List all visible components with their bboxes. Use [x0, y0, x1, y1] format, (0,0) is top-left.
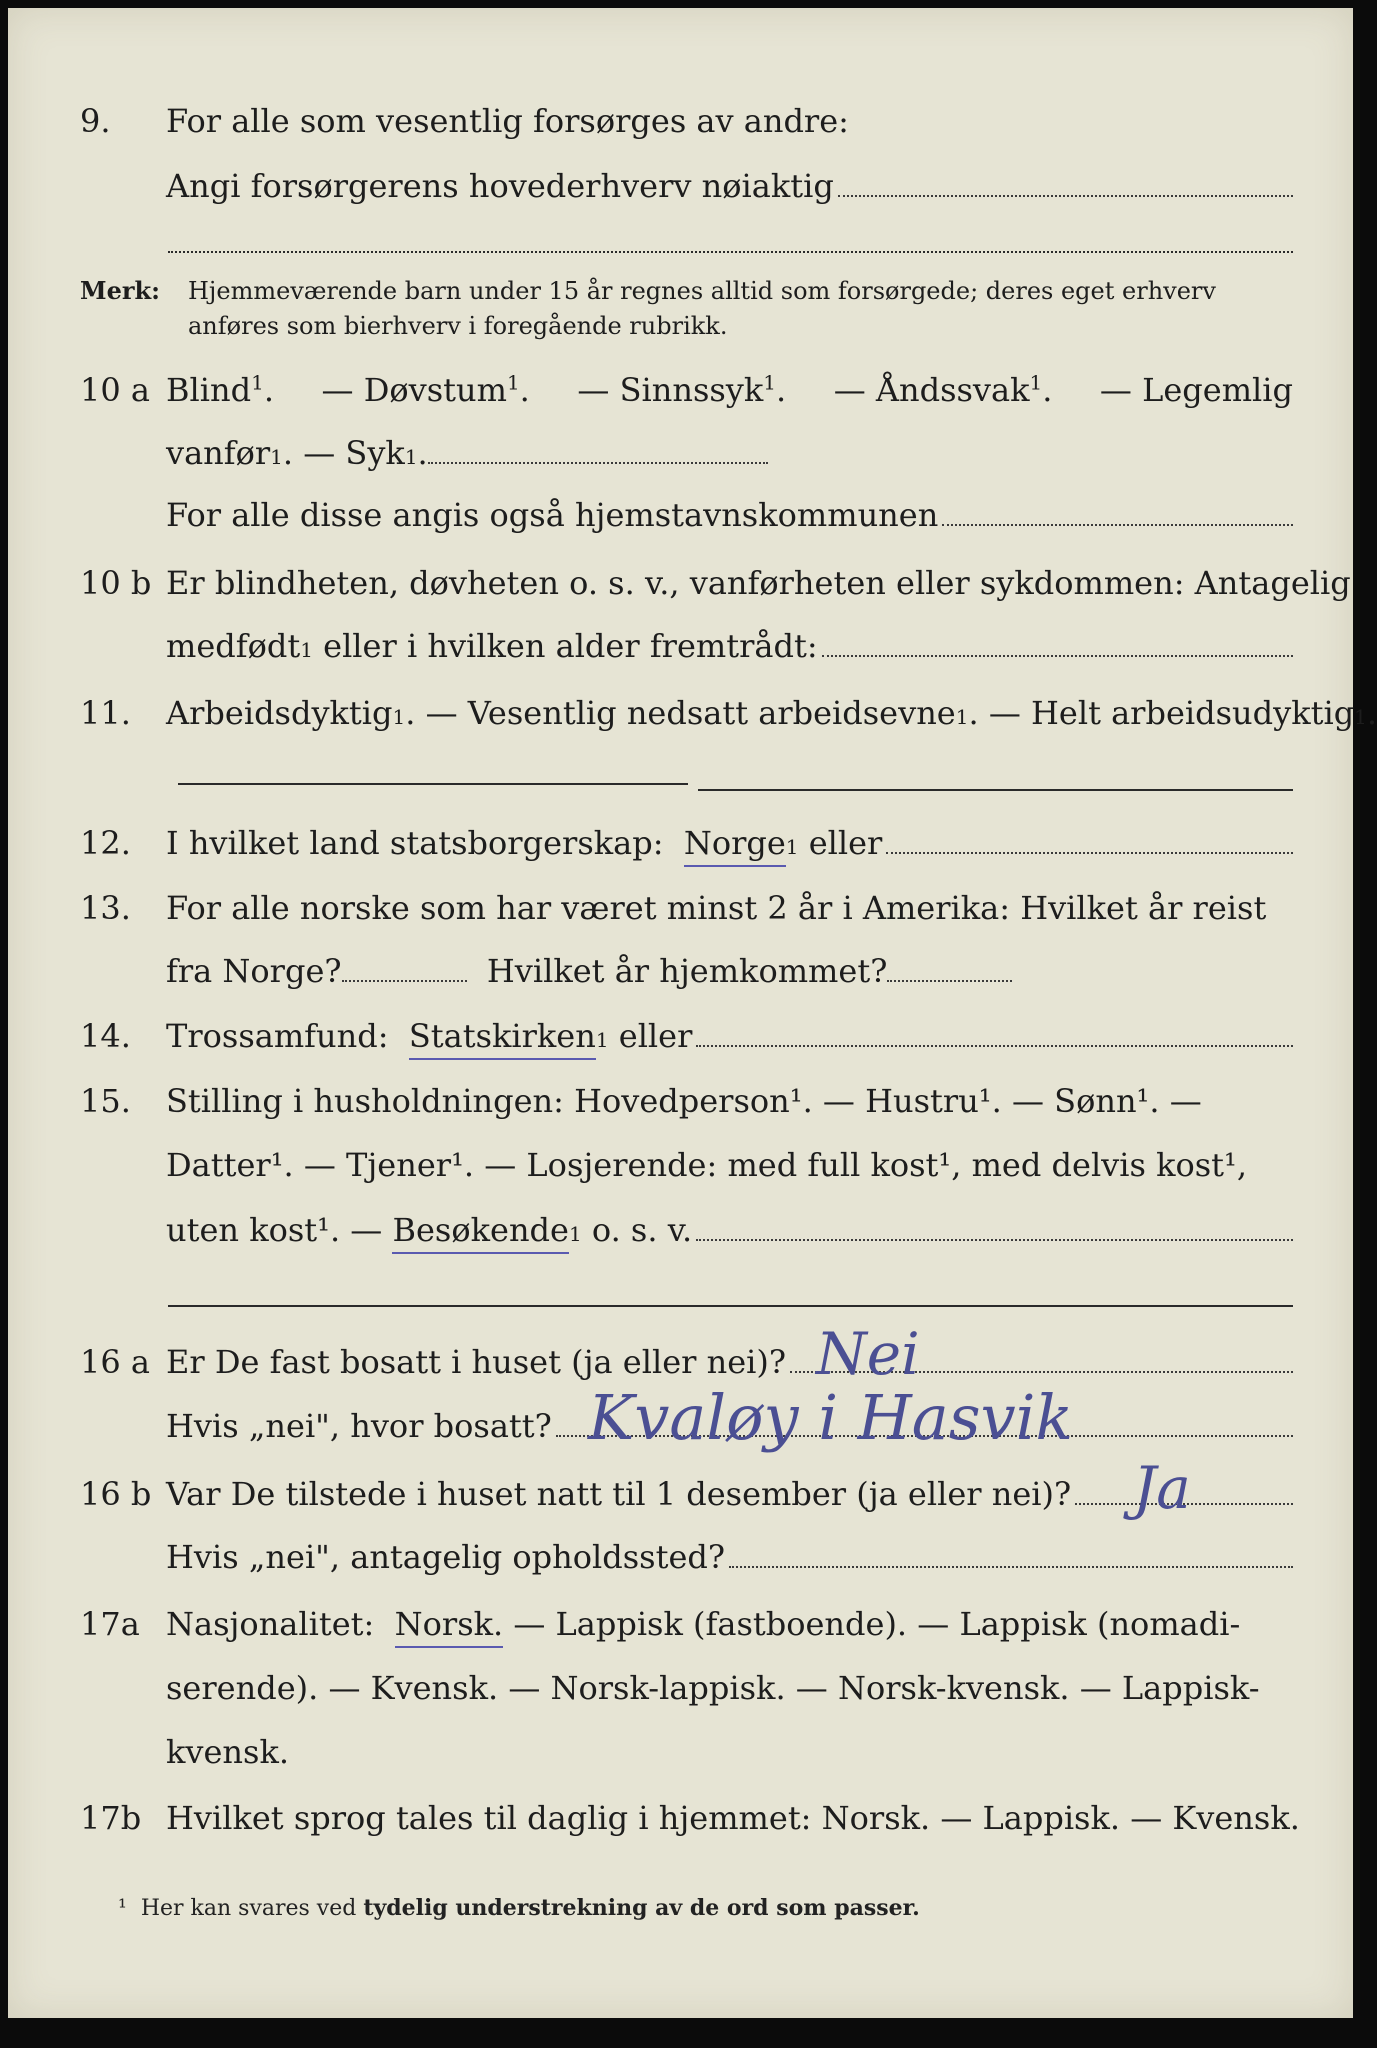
q13-number: 13.: [80, 889, 131, 927]
q10a-answer-line[interactable]: [428, 436, 768, 464]
q10b-text: Er blindheten, døvheten o. s. v., vanførheten eller sykdommen: Antagelig: [166, 564, 1351, 602]
q10a-syk[interactable]: — Syk: [303, 434, 405, 472]
q15-answer-line[interactable]: [696, 1213, 1293, 1241]
q15-besokende[interactable]: Besøkende: [392, 1210, 569, 1254]
q12-norge[interactable]: Norge: [684, 823, 786, 867]
q15-text-2[interactable]: Datter¹. — Tjener¹. — Losjerende: med full kost¹, med delvis kost¹,: [166, 1146, 1248, 1184]
q16a-question: Er De fast bosatt i huset (ja eller nei)?: [166, 1343, 787, 1381]
census-form-page: 9. For alle som vesentlig forsørges av andre: Angi forsørgerens hovederhverv nøiaktig Merk: Hjemmeværende barn under 15 år regnes alltid som forsørgede; deres eget erhverv anføres som bierhverv i foregående rubrikk. 10 a Blind$^1$. — Døvstum$^1$. — Sinnssyk$^1$. — Åndssvak$^1$. — Legemlig vanfør 1 . — Syk 1 . For alle disse angis også hjemstavnskommunen 10 b Er blindheten, døvheten o. s. v., vanførheten eller sykdommen: Antagelig medfødt 1 eller i hvilken alder fremtrådt: 11. Arbeidsdyktig 1 . — Vesentlig nedsatt arbeidsevne 1 . — Helt arbeidsudyktig 1 . 12. I hvilket land statsborgerskap: Norge 1 eller 13. For alle norske som har været minst 2 år i Amerika: Hvilket år reist fra Norge? Hvilket år hjemkommet? 14. Trossamfund: Statskirken 1 eller 15. Stilling i husholdningen: Hovedperson¹. — Hustru¹. — Sønn¹. — Datter¹. — Tjener¹. — Losjerende: med full kost¹, med delvis kost¹, uten kost¹. — Besøkende 1 o. s. v. 16 a Er De fast bosatt i huset (ja eller nei)? Hvis „nei", hvor bosatt? 16 b Var De tilstede i huset natt til 1 desember (ja eller nei)? Hvis „nei", antagelig opholdssted? 17a Nasjonalitet: Norsk. — Lappisk (fastboende). — Lappisk (nomadi- serende). — Kvensk. — Norsk-lappisk. — Norsk-kvensk. — Lappisk- kvensk. 17b Hvilket sprog tales til daglig i hjemmet: Norsk. — Lappisk. — Kvensk. Nei Kvaløy i Hasvik Ja ¹ Her kan svares ved tydelig understrekning av de ord som passer.: [8, 8, 1353, 2018]
q12-number: 12.: [80, 824, 131, 862]
q17b-number: 17b: [80, 1799, 142, 1837]
q12-eller: eller: [808, 824, 883, 862]
q13-reist-line[interactable]: [342, 954, 467, 982]
footnote-mark: ¹: [118, 1896, 127, 1921]
q12-label: I hvilket land statsborgerskap:: [166, 824, 664, 862]
q13-reist-label: fra Norge?: [166, 952, 342, 990]
handwritten-ans16a: Nei: [816, 1320, 920, 1388]
merk-text-1: Hjemmeværende barn under 15 år regnes alltid som forsørgede; deres eget erhverv: [188, 277, 1216, 305]
q9-number: 9.: [80, 102, 111, 140]
q10b-medfodt[interactable]: medfødt: [166, 627, 301, 665]
q17b-text[interactable]: Hvilket sprog tales til daglig i hjemmet: Norsk. — Lappisk. — Kvensk.: [166, 1799, 1300, 1837]
q10a-dovstum[interactable]: — Døvstum: [321, 371, 507, 409]
q10a-hjemstavn-label: For alle disse angis også hjemstavnskommunen: [166, 496, 939, 534]
q10a-hjemstavn-line[interactable]: [942, 498, 1293, 526]
q14-statskirken[interactable]: Statskirken: [409, 1016, 596, 1060]
q9-provider-label: Angi forsørgerens hovederhverv nøiaktig: [166, 167, 834, 205]
q15-text-1[interactable]: Stilling i husholdningen: Hovedperson¹. — Hustru¹. — Sønn¹. —: [166, 1082, 1202, 1120]
q17a-norsk[interactable]: Norsk.: [395, 1604, 504, 1648]
q17a-options-1[interactable]: — Lappisk (fastboende). — Lappisk (nomadi-: [513, 1605, 1241, 1643]
q11-answer-line-a[interactable]: [178, 783, 688, 785]
q15-number: 15.: [80, 1082, 131, 1120]
q9-answer-line-2[interactable]: [168, 251, 1293, 253]
q15-uten-kost[interactable]: uten kost¹. —: [166, 1211, 383, 1249]
q9-text: For alle som vesentlig forsørges av andre:: [166, 102, 849, 140]
q11-arbeidsdyktig[interactable]: Arbeidsdyktig: [166, 694, 393, 732]
q10b-answer-line[interactable]: [822, 629, 1293, 657]
footnote-bold: tydelig understrekning av de ord som passer.: [363, 1895, 920, 1921]
q16a-where-label: Hvis „nei", hvor bosatt?: [166, 1407, 552, 1445]
q17a-label: Nasjonalitet:: [166, 1605, 375, 1643]
q17a-options-2[interactable]: serende). — Kvensk. — Norsk-lappisk. — Norsk-kvensk. — Lappisk-: [166, 1669, 1260, 1707]
q12-answer-line[interactable]: [886, 826, 1293, 854]
q14-answer-line[interactable]: [696, 1019, 1293, 1047]
q10a-vanfor[interactable]: vanfør: [166, 434, 271, 472]
merk-label: Merk:: [80, 276, 160, 305]
q17a-options-3[interactable]: kvensk.: [166, 1733, 289, 1771]
q11-number: 11.: [80, 694, 131, 732]
q17a-number: 17a: [80, 1605, 140, 1643]
q10a-legemlig[interactable]: — Legemlig: [1099, 371, 1293, 409]
q11-nedsatt[interactable]: — Vesentlig nedsatt arbeidsevne: [425, 694, 956, 732]
q10a-blind[interactable]: Blind: [166, 371, 252, 409]
q11-udyktig[interactable]: — Helt arbeidsudyktig: [988, 694, 1355, 732]
q10a-andssvak[interactable]: — Åndssvak: [833, 371, 1030, 409]
q10b-number: 10 b: [80, 564, 152, 602]
handwritten-ans16a-place: Kvaløy i Hasvik: [588, 1381, 1074, 1454]
q11-answer-line-b[interactable]: [698, 789, 1293, 791]
q13-text: For alle norske som har været minst 2 år i Amerika: Hvilket år reist: [166, 889, 1267, 927]
footnote: [118, 1895, 920, 1921]
q9-answer-line[interactable]: [838, 169, 1293, 197]
q10b-alder-label: eller i hvilken alder fremtrådt:: [323, 627, 818, 665]
q14-eller: eller: [618, 1017, 693, 1055]
q14-number: 14.: [80, 1017, 131, 1055]
footnote-text: Her kan svares ved: [140, 1896, 357, 1921]
q10a-number: 10 a: [80, 371, 150, 409]
q15-osv: o. s. v.: [591, 1211, 693, 1249]
q13-hjemkommet-label: Hvilket år hjemkommet?: [486, 952, 888, 990]
q15-answer-line-2[interactable]: [168, 1305, 1293, 1307]
q14-label: Trossamfund:: [166, 1017, 389, 1055]
q16b-where-label: Hvis „nei", antagelig opholdssted?: [166, 1538, 726, 1576]
q10a-sinnssyk[interactable]: — Sinnssyk: [577, 371, 764, 409]
q16b-number: 16 b: [80, 1475, 152, 1513]
q13-hjemkommet-line[interactable]: [887, 954, 1012, 982]
q16b-question: Var De tilstede i huset natt til 1 desember (ja eller nei)?: [166, 1475, 1072, 1513]
q16a-number: 16 a: [80, 1343, 150, 1381]
handwritten-ans16b: Ja: [1133, 1454, 1191, 1522]
merk-text-2: anføres som bierhverv i foregående rubrikk.: [188, 312, 728, 340]
q16b-where-line[interactable]: [729, 1540, 1293, 1568]
